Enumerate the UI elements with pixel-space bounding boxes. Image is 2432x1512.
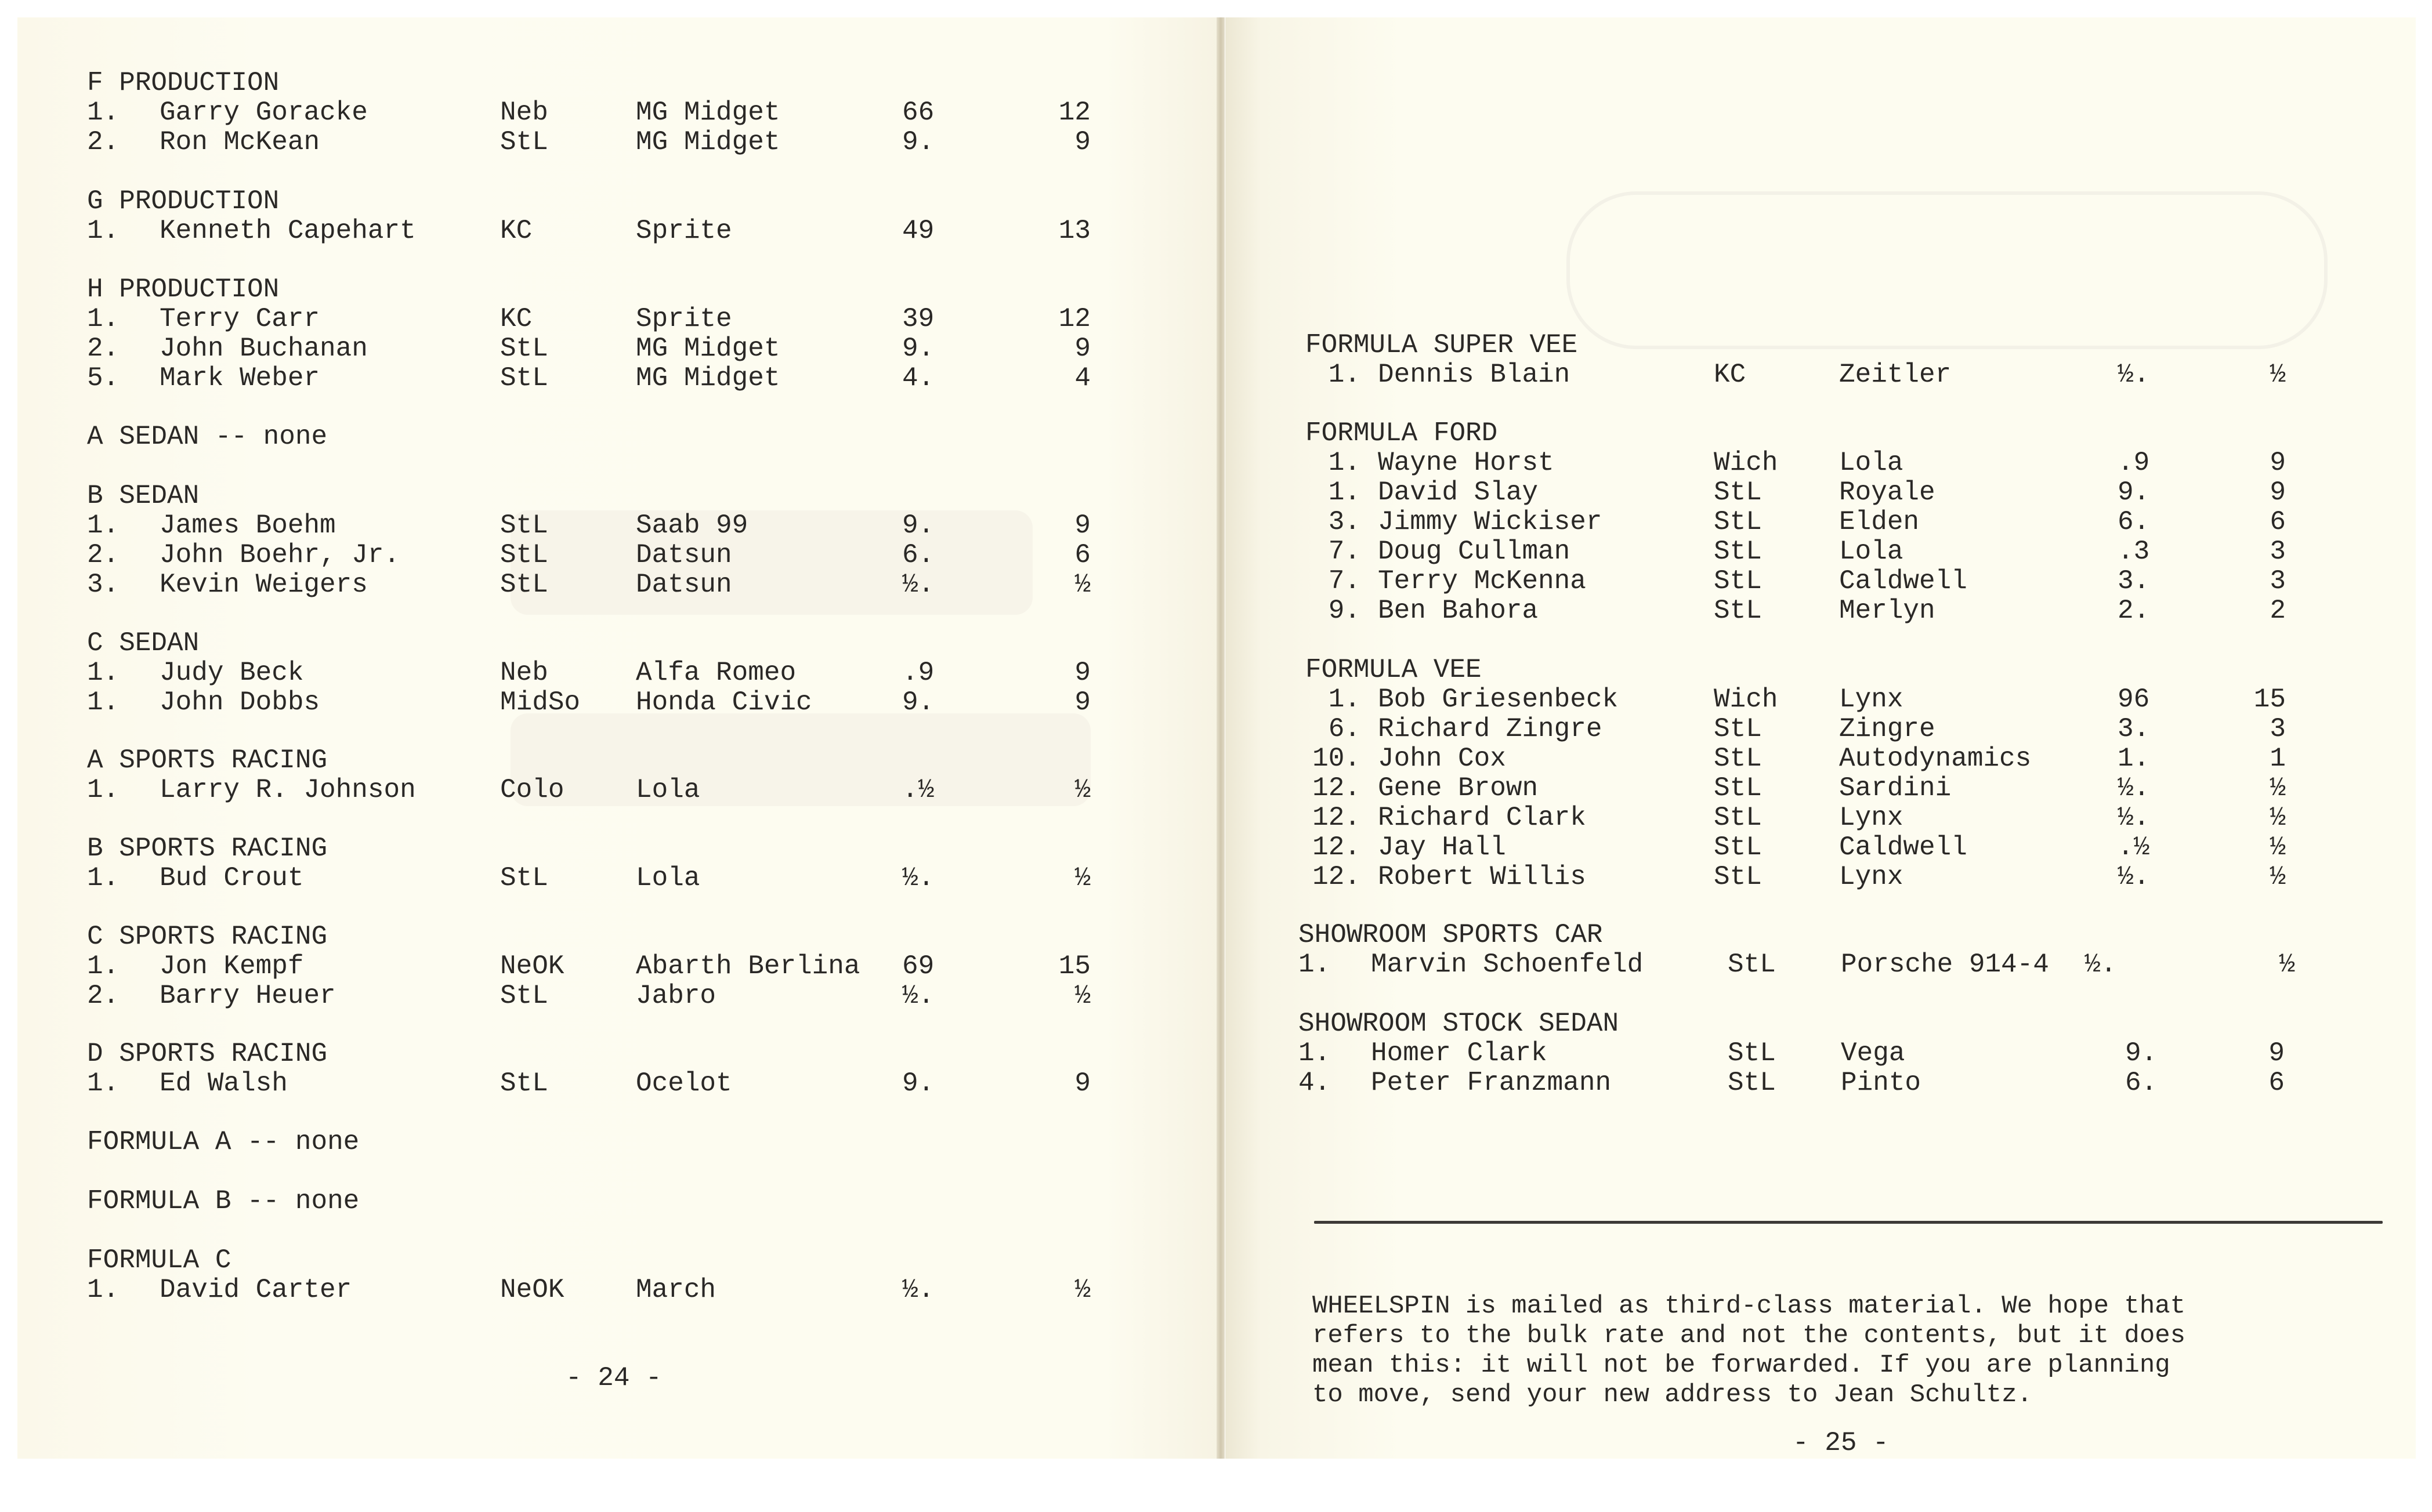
result-row bbox=[1305, 507, 2286, 537]
class-title: B SPORTS RACING bbox=[87, 833, 328, 864]
finish-position: 1. bbox=[87, 97, 120, 128]
points: 4. bbox=[902, 363, 935, 393]
region: StL bbox=[500, 510, 548, 541]
points: 9. bbox=[902, 333, 935, 364]
bleed-through-shadow bbox=[511, 713, 1091, 806]
class-section bbox=[87, 68, 1091, 157]
finish-position: 2. bbox=[87, 540, 120, 570]
result-row bbox=[87, 363, 1091, 393]
car: Lola bbox=[636, 863, 700, 893]
points: .9 bbox=[2118, 448, 2150, 478]
points: ½. bbox=[902, 981, 935, 1011]
total-points: ½ bbox=[2270, 360, 2286, 390]
result-row bbox=[87, 127, 1091, 157]
class-section bbox=[87, 422, 327, 452]
finish-position: 3. bbox=[1328, 507, 1360, 537]
class-section bbox=[1298, 920, 2295, 980]
class-title: C SEDAN bbox=[87, 628, 200, 658]
driver-name: David Slay bbox=[1378, 477, 1539, 507]
result-row bbox=[87, 658, 1091, 688]
region: StL bbox=[500, 363, 548, 393]
finish-position: 2. bbox=[87, 127, 120, 157]
finish-position: 1. bbox=[87, 216, 120, 246]
result-row bbox=[1305, 744, 2286, 774]
car: Caldwell bbox=[1839, 832, 1967, 862]
points: 2. bbox=[2118, 596, 2150, 626]
points: .9 bbox=[902, 658, 935, 688]
points: ½. bbox=[902, 863, 935, 893]
finish-position: 4. bbox=[1298, 1068, 1331, 1098]
total-points: 3 bbox=[2270, 714, 2286, 744]
finish-position: 1. bbox=[1328, 360, 1360, 390]
car: Elden bbox=[1839, 507, 1920, 537]
finish-position: 7. bbox=[1328, 536, 1360, 567]
driver-name: Peter Franzmann bbox=[1371, 1068, 1612, 1098]
total-points: 3 bbox=[2270, 566, 2286, 596]
driver-name: Terry Carr bbox=[160, 304, 320, 334]
total-points: 9 bbox=[1074, 658, 1091, 688]
total-points: 1 bbox=[2270, 744, 2286, 774]
result-row bbox=[87, 687, 1091, 717]
region: StL bbox=[1714, 773, 1762, 803]
driver-name: Bob Griesenbeck bbox=[1378, 684, 1619, 715]
driver-name: Terry McKenna bbox=[1378, 566, 1586, 596]
points: 66 bbox=[902, 97, 935, 128]
driver-name: Robert Willis bbox=[1378, 862, 1586, 892]
result-row bbox=[1305, 803, 2286, 833]
points: 6. bbox=[2118, 507, 2150, 537]
finish-position: 12. bbox=[1312, 773, 1360, 803]
car: Alfa Romeo bbox=[636, 658, 797, 688]
region: StL bbox=[1714, 536, 1762, 567]
region: StL bbox=[1714, 566, 1762, 596]
class-title: H PRODUCTION bbox=[87, 274, 280, 304]
class-section bbox=[87, 1245, 1091, 1305]
result-row bbox=[1298, 1038, 2285, 1068]
driver-name: Jimmy Wickiser bbox=[1378, 507, 1602, 537]
total-points: 9 bbox=[1074, 333, 1091, 364]
driver-name: Ed Walsh bbox=[160, 1068, 288, 1098]
bleed-through-shadow bbox=[1566, 191, 2328, 349]
car: Ocelot bbox=[636, 1068, 732, 1098]
result-row bbox=[87, 510, 1091, 541]
class-title: C SPORTS RACING bbox=[87, 922, 328, 952]
driver-name: Kevin Weigers bbox=[160, 570, 368, 600]
car: Pinto bbox=[1841, 1068, 1921, 1098]
car: MG Midget bbox=[636, 333, 780, 364]
car: Lynx bbox=[1839, 684, 1903, 715]
region: StL bbox=[1714, 507, 1762, 537]
result-row bbox=[87, 304, 1091, 334]
region: KC bbox=[1714, 360, 1746, 390]
bleed-through-shadow bbox=[511, 510, 1033, 615]
result-row bbox=[87, 216, 1091, 246]
points: ½. bbox=[2118, 803, 2150, 833]
result-row bbox=[1305, 448, 2286, 478]
car: Caldwell bbox=[1839, 566, 1967, 596]
region: StL bbox=[500, 981, 548, 1011]
points: ½. bbox=[2118, 773, 2150, 803]
region: StL bbox=[500, 333, 548, 364]
points: 1. bbox=[2118, 744, 2150, 774]
driver-name: Doug Cullman bbox=[1378, 536, 1570, 567]
region: StL bbox=[500, 540, 548, 570]
driver-name: David Carter bbox=[160, 1275, 352, 1305]
total-points: 9 bbox=[1074, 1068, 1091, 1098]
region: Neb bbox=[500, 658, 548, 688]
points: 49 bbox=[902, 216, 935, 246]
total-points: 6 bbox=[2270, 507, 2286, 537]
driver-name: Richard Clark bbox=[1378, 803, 1586, 833]
car: Lola bbox=[1839, 536, 1903, 567]
total-points: 4 bbox=[1074, 363, 1091, 393]
car: MG Midget bbox=[636, 97, 780, 128]
car: MG Midget bbox=[636, 363, 780, 393]
class-section bbox=[87, 274, 1091, 393]
points: 9. bbox=[902, 510, 935, 541]
finish-position: 12. bbox=[1312, 803, 1360, 833]
points: ½. bbox=[2118, 360, 2150, 390]
region: Colo bbox=[500, 775, 564, 805]
total-points: ½ bbox=[2270, 832, 2286, 862]
driver-name: Richard Zingre bbox=[1378, 714, 1602, 744]
total-points: 9 bbox=[2270, 477, 2286, 507]
class-title: FORMULA FORD bbox=[1305, 418, 1498, 448]
points: 6. bbox=[2125, 1068, 2158, 1098]
finish-position: 1. bbox=[1298, 1038, 1331, 1068]
points: ½. bbox=[902, 1275, 935, 1305]
points: 6. bbox=[902, 540, 935, 570]
result-row bbox=[87, 540, 1091, 570]
class-title: A SEDAN -- none bbox=[87, 422, 328, 452]
class-section bbox=[87, 922, 1091, 1011]
total-points: ½ bbox=[1074, 863, 1091, 893]
finish-position: 1. bbox=[87, 775, 120, 805]
points: 9. bbox=[902, 127, 935, 157]
points: 9. bbox=[2118, 477, 2150, 507]
finish-position: 1. bbox=[1298, 949, 1331, 980]
class-section bbox=[87, 1187, 359, 1216]
finish-position: 2. bbox=[87, 333, 120, 364]
driver-name: Wayne Horst bbox=[1378, 448, 1554, 478]
points: 9. bbox=[902, 687, 935, 717]
result-row bbox=[87, 863, 1091, 893]
driver-name: Mark Weber bbox=[160, 363, 320, 393]
result-row bbox=[87, 775, 1091, 805]
finish-position: 1. bbox=[1328, 477, 1360, 507]
finish-position: 12. bbox=[1312, 862, 1360, 892]
result-row bbox=[87, 981, 1091, 1011]
car: March bbox=[636, 1275, 716, 1305]
total-points: ½ bbox=[1074, 981, 1091, 1011]
total-points: ½ bbox=[2270, 773, 2286, 803]
finish-position: 6. bbox=[1328, 714, 1360, 744]
class-title: D SPORTS RACING bbox=[87, 1039, 328, 1069]
driver-name: Ron McKean bbox=[160, 127, 320, 157]
total-points: 9 bbox=[2268, 1038, 2285, 1068]
class-section bbox=[87, 628, 1091, 717]
total-points: 9 bbox=[1074, 510, 1091, 541]
driver-name: Bud Crout bbox=[160, 863, 304, 893]
finish-position: 3. bbox=[87, 570, 120, 600]
finish-position: 1. bbox=[1328, 684, 1360, 715]
result-row bbox=[87, 333, 1091, 364]
car: Sardini bbox=[1839, 773, 1952, 803]
total-points: 12 bbox=[1058, 97, 1091, 128]
driver-name: John Boehr, Jr. bbox=[160, 540, 400, 570]
mailing-notice: WHEELSPIN is mailed as third-class material. We hope that refers to the bulk rate and not the contents, but it does mean this: it will not be forwarded. If you are planning to move, send your new address to Jean Schultz. bbox=[1312, 1292, 2186, 1409]
result-row bbox=[1305, 773, 2286, 803]
region: StL bbox=[500, 570, 548, 600]
result-row bbox=[1305, 536, 2286, 567]
total-points: 6 bbox=[1074, 540, 1091, 570]
finish-position: 9. bbox=[1328, 596, 1360, 626]
car: Lola bbox=[636, 775, 700, 805]
total-points: 2 bbox=[2270, 596, 2286, 626]
driver-name: Homer Clark bbox=[1371, 1038, 1547, 1068]
class-section bbox=[87, 481, 1091, 600]
car: Vega bbox=[1841, 1038, 1905, 1068]
result-row bbox=[87, 1275, 1091, 1305]
book-gutter bbox=[1217, 17, 1225, 1459]
class-section bbox=[1305, 418, 2286, 626]
class-section bbox=[1298, 1009, 2285, 1098]
class-section bbox=[87, 833, 1091, 893]
finish-position: 1. bbox=[87, 658, 120, 688]
class-title: A SPORTS RACING bbox=[87, 745, 328, 775]
region: StL bbox=[500, 127, 548, 157]
driver-name: Gene Brown bbox=[1378, 773, 1539, 803]
result-row bbox=[1305, 566, 2286, 596]
result-row bbox=[1305, 596, 2286, 626]
total-points: 13 bbox=[1058, 216, 1091, 246]
region: StL bbox=[1728, 1038, 1776, 1068]
total-points: ½ bbox=[2270, 862, 2286, 892]
region: StL bbox=[1714, 744, 1762, 774]
driver-name: Garry Goracke bbox=[160, 97, 368, 128]
result-row bbox=[1305, 477, 2286, 507]
car: Datsun bbox=[636, 540, 732, 570]
driver-name: John Dobbs bbox=[160, 687, 320, 717]
class-title: B SEDAN bbox=[87, 481, 200, 511]
car: Merlyn bbox=[1839, 596, 1935, 626]
class-title: FORMULA B -- none bbox=[87, 1186, 360, 1216]
class-section bbox=[87, 1039, 1091, 1098]
car: MG Midget bbox=[636, 127, 780, 157]
region: Neb bbox=[500, 97, 548, 128]
total-points: ½ bbox=[1074, 1275, 1091, 1305]
driver-name: James Boehm bbox=[160, 510, 336, 541]
region: StL bbox=[1728, 1068, 1776, 1098]
region: StL bbox=[1714, 477, 1762, 507]
points: ½. bbox=[2118, 862, 2150, 892]
total-points: ½ bbox=[2270, 803, 2286, 833]
driver-name: Jay Hall bbox=[1378, 832, 1506, 862]
total-points: 9 bbox=[1074, 127, 1091, 157]
car: Sprite bbox=[636, 216, 732, 246]
region: Wich bbox=[1714, 684, 1778, 715]
result-row bbox=[87, 97, 1091, 128]
page-number: - 24 - bbox=[566, 1363, 662, 1393]
finish-position: 1. bbox=[87, 1068, 120, 1098]
region: StL bbox=[1714, 832, 1762, 862]
class-title: FORMULA A -- none bbox=[87, 1127, 360, 1157]
result-row bbox=[87, 951, 1091, 981]
region: StL bbox=[1714, 596, 1762, 626]
car: Honda Civic bbox=[636, 687, 812, 717]
points: 9. bbox=[902, 1068, 935, 1098]
car: Porsche 914-4 bbox=[1841, 949, 2049, 980]
finish-position: 1. bbox=[1328, 448, 1360, 478]
points: 3. bbox=[2118, 566, 2150, 596]
car: Autodynamics bbox=[1839, 744, 2032, 774]
result-row bbox=[1305, 714, 2286, 744]
class-title: SHOWROOM STOCK SEDAN bbox=[1298, 1009, 1619, 1039]
driver-name: Marvin Schoenfeld bbox=[1371, 949, 1644, 980]
result-row bbox=[1305, 684, 2286, 715]
region: NeOK bbox=[500, 951, 564, 981]
car: Royale bbox=[1839, 477, 1935, 507]
result-row bbox=[1298, 1068, 2285, 1098]
total-points: 9 bbox=[1074, 687, 1091, 717]
car: Lynx bbox=[1839, 862, 1903, 892]
region: StL bbox=[1728, 949, 1776, 980]
car: Zeitler bbox=[1839, 360, 1952, 390]
driver-name: Judy Beck bbox=[160, 658, 304, 688]
driver-name: Dennis Blain bbox=[1378, 360, 1570, 390]
driver-name: Ben Bahora bbox=[1378, 596, 1539, 626]
result-row bbox=[1305, 360, 2286, 390]
class-section bbox=[87, 186, 1091, 246]
car: Abarth Berlina bbox=[636, 951, 860, 981]
car: Saab 99 bbox=[636, 510, 748, 541]
class-title: FORMULA VEE bbox=[1305, 655, 1482, 685]
result-row bbox=[87, 1068, 1091, 1098]
car: Lynx bbox=[1839, 803, 1903, 833]
class-section bbox=[87, 1127, 359, 1157]
total-points: ½ bbox=[2279, 949, 2295, 980]
region: StL bbox=[500, 863, 548, 893]
total-points: 15 bbox=[1058, 951, 1091, 981]
points: 96 bbox=[2118, 684, 2150, 715]
points: .½ bbox=[902, 775, 935, 805]
car: Zingre bbox=[1839, 714, 1935, 744]
points: 39 bbox=[902, 304, 935, 334]
class-section bbox=[1305, 655, 2286, 892]
points: .½ bbox=[2118, 832, 2150, 862]
driver-name: Kenneth Capehart bbox=[160, 216, 416, 246]
region: StL bbox=[1714, 714, 1762, 744]
finish-position: 10. bbox=[1312, 744, 1360, 774]
finish-position: 1. bbox=[87, 687, 120, 717]
car: Datsun bbox=[636, 570, 732, 600]
points: ½. bbox=[902, 570, 935, 600]
finish-position: 12. bbox=[1312, 832, 1360, 862]
class-title: G PRODUCTION bbox=[87, 186, 280, 216]
class-section bbox=[1305, 330, 2286, 390]
finish-position: 1. bbox=[87, 304, 120, 334]
car: Lola bbox=[1839, 448, 1903, 478]
total-points: 12 bbox=[1058, 304, 1091, 334]
driver-name: John Cox bbox=[1378, 744, 1506, 774]
points: .3 bbox=[2118, 536, 2150, 567]
driver-name: John Buchanan bbox=[160, 333, 368, 364]
class-title: FORMULA C bbox=[87, 1245, 231, 1275]
total-points: ½ bbox=[1074, 775, 1091, 805]
region: MidSo bbox=[500, 687, 581, 717]
finish-position: 2. bbox=[87, 981, 120, 1011]
region: StL bbox=[1714, 803, 1762, 833]
driver-name: Barry Heuer bbox=[160, 981, 336, 1011]
finish-position: 1. bbox=[87, 863, 120, 893]
points: 69 bbox=[902, 951, 935, 981]
region: KC bbox=[500, 304, 533, 334]
result-row bbox=[1305, 832, 2286, 862]
driver-name: Larry R. Johnson bbox=[160, 775, 416, 805]
finish-position: 5. bbox=[87, 363, 120, 393]
finish-position: 1. bbox=[87, 1275, 120, 1305]
horizontal-rule bbox=[1314, 1221, 2383, 1224]
region: KC bbox=[500, 216, 533, 246]
result-row bbox=[87, 570, 1091, 600]
page-number: - 25 - bbox=[1793, 1428, 1889, 1458]
points: ½. bbox=[2084, 949, 2117, 980]
points: 3. bbox=[2118, 714, 2150, 744]
result-row bbox=[1305, 862, 2286, 892]
total-points: ½ bbox=[1074, 570, 1091, 600]
car: Sprite bbox=[636, 304, 732, 334]
points: 9. bbox=[2125, 1038, 2158, 1068]
class-title: FORMULA SUPER VEE bbox=[1305, 330, 1578, 360]
finish-position: 7. bbox=[1328, 566, 1360, 596]
total-points: 9 bbox=[2270, 448, 2286, 478]
total-points: 6 bbox=[2268, 1068, 2285, 1098]
region: StL bbox=[1714, 862, 1762, 892]
result-row bbox=[1298, 949, 2295, 980]
car: Jabro bbox=[636, 981, 716, 1011]
total-points: 15 bbox=[2253, 684, 2286, 715]
class-title: SHOWROOM SPORTS CAR bbox=[1298, 920, 1603, 950]
finish-position: 1. bbox=[87, 951, 120, 981]
driver-name: Jon Kempf bbox=[160, 951, 304, 981]
region: Wich bbox=[1714, 448, 1778, 478]
region: NeOK bbox=[500, 1275, 564, 1305]
class-section bbox=[87, 745, 1091, 805]
finish-position: 1. bbox=[87, 510, 120, 541]
region: StL bbox=[500, 1068, 548, 1098]
total-points: 3 bbox=[2270, 536, 2286, 567]
class-title: F PRODUCTION bbox=[87, 68, 280, 98]
